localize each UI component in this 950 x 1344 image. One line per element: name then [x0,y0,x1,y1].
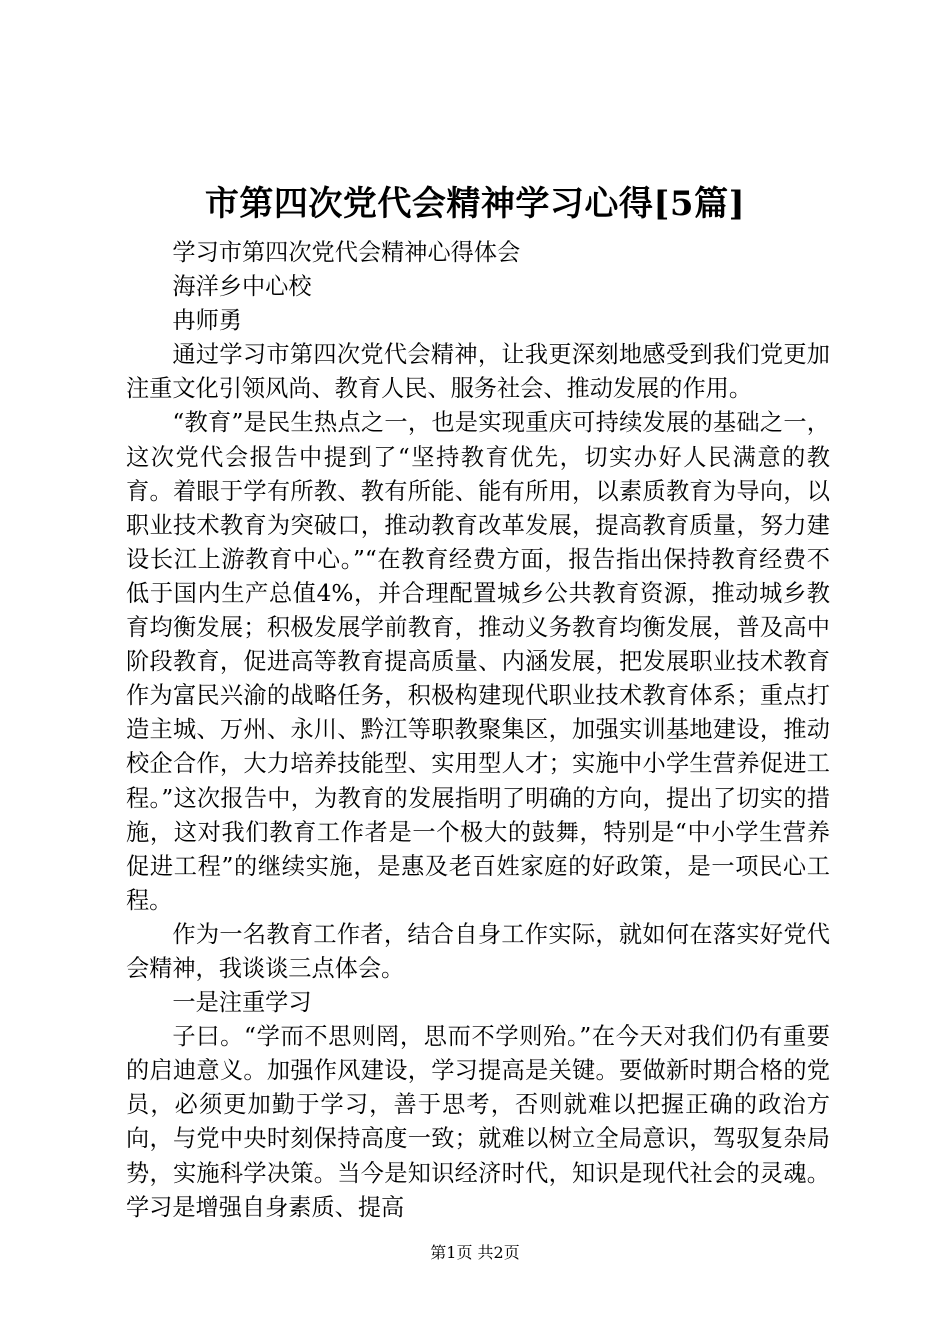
paragraph-education: “教育”是民生热点之一，也是实现重庆可持续发展的基础之一，这次党代会报告中提到了“坚持教育优先，切实办好人民满意的教育。着眼于学有所教、教有所能、能有所用，以素质教育为导向，以职业技术教育为突破口，推动教育改革发展，提高教育质量，努力建设长江上游教育中心。”“在教育经费方面，报告指出保持教育经费不低于国内生产总值4%，并合理配置城乡公共教育资源，推动城乡教育均衡发展；积极发展学前教育，推动义务教育均衡发展，普及高中阶段教育，促进高等教育提高质量、内涵发展，把发展职业技术教育作为富民兴渝的战略任务，积极构建现代职业技术教育体系；重点打造主城、万州、永川、黔江等职教聚集区，加强实训基地建设，推动校企合作，大力培养技能型、实用型人才；实施中小学生营养促进工程。”这次报告中，为教育的发展指明了明确的方向，提出了切实的措施，这对我们教育工作者是一个极大的鼓舞，特别是“中小学生营养促进工程”的继续实施，是惠及老百姓家庭的好政策，是一项民心工程。 [126,409,830,914]
paragraph-subtitle: 学习市第四次党代会精神心得体会 [172,239,521,266]
paragraph-reflection: 作为一名教育工作者，结合自身工作实际，就如何在落实好党代会精神，我谈谈三点体会。 [126,920,830,982]
page-footer: 第1页 共2页 [430,1243,520,1262]
document-body [126,236,830,1225]
paragraph-school: 海洋乡中心校 [172,273,312,301]
paragraph-heading-study: 一是注重学习 [172,989,312,1017]
document-title: 市第四次党代会精神学习心得[5篇] [204,184,746,224]
paragraph-study: 子曰。“学而不思则罔，思而不学则殆。”在今天对我们仍有重要的启迪意义。加强作风建设，学习提高是关键。要做新时期合格的党员，必须更加勤于学习，善于思考，否则就难以把握正确的政治方向，与党中央时刻保持高度一致；就难以树立全局意识，驾驭复杂局势，实施科学决策。当今是知识经济时代，知识是现代社会的灵魂。学习是增强自身素质、提高 [126,1023,830,1221]
paragraph-author: 冉师勇 [172,307,242,335]
paragraph-intro: 通过学习市第四次党代会精神，让我更深刻地感受到我们党更加注重文化引领风尚、教育人民、服务社会、推动发展的作用。 [126,341,830,403]
